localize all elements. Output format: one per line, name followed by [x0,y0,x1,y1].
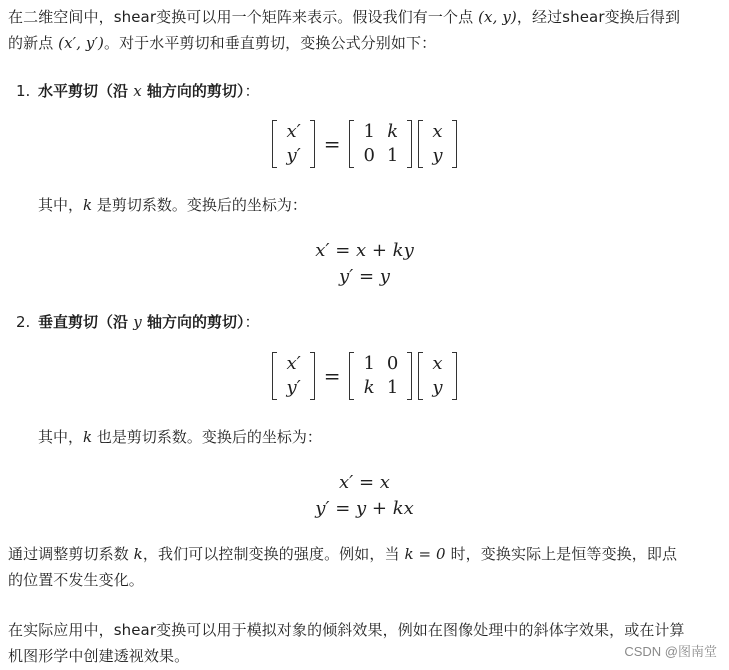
section1-matrix-rhs [418,120,456,168]
matrix-cell: x′ [286,353,301,374]
matrix-cell: 1 [363,353,375,374]
intro-line2-post: 。对于水平剪切和垂直剪切，变换公式分别如下： [103,34,437,52]
section2-title-colon: ： [244,313,260,331]
section1-note-post: 是剪切系数。变换后的坐标为： [92,196,307,214]
section2-number: 2. [16,313,31,331]
para3-line1-pre: 通过调整剪切系数 [8,545,134,563]
watermark: CSDN @图南堂 [624,644,717,659]
section2-matrix-equation [0,352,729,400]
section1-note-pre: 其中， [38,196,84,214]
matrix-cell: 0 [363,145,375,166]
matrix-cell: y [432,377,443,398]
matrix-cell: 1 [386,145,399,166]
section2-title-pre: 垂直剪切（沿 [38,313,134,331]
section2-eq2: y′ = y + kx [315,498,414,519]
section2-note [38,424,322,450]
para3-condition: k = 0 [404,545,446,563]
intro-point: (x, y) [478,8,517,26]
matrix-cell: k [363,377,375,398]
section1-title-var: x [133,82,142,100]
section1-title-post: 轴方向的剪切） [141,82,245,100]
section2-eq1: x′ = x [339,472,390,493]
para3-line1-mid: ，我们可以控制变换的强度。例如，当 [142,545,405,563]
section1-note-var: k [83,196,93,214]
para3-var-k: k [133,545,143,563]
section2-heading [16,309,259,335]
section1-matrix-lhs [272,120,314,168]
equals-sign: = [323,132,341,156]
section1-note [38,192,307,218]
intro-line1-post: ，经过shear变换后得到 [516,8,681,26]
matrix-cell: x′ [286,121,301,142]
intro-paragraph [8,4,718,56]
intro-line2-pre: 的新点 [8,34,59,52]
section2-note-post: 也是剪切系数。变换后的坐标为： [92,428,322,446]
section2-note-var: k [83,428,93,446]
matrix-cell: x [432,121,443,142]
matrix-cell: 1 [386,377,399,398]
matrix-cell: y′ [286,145,301,166]
section2-matrix-lhs [272,352,314,400]
section2-title-post: 轴方向的剪切） [141,313,245,331]
section1-equations [0,238,729,290]
matrix-cell: 1 [363,121,375,142]
section2-equations [0,470,729,522]
section1-title-colon: ： [244,82,260,100]
paragraph-control-strength [8,541,718,593]
section2-matrix-rhs [418,352,456,400]
section2-matrix-shear [349,352,412,400]
matrix-cell: x [432,353,443,374]
para4-line1: 在实际应用中，shear变换可以用于模拟对象的倾斜效果，例如在图像处理中的斜体字效果，或在计算 [8,621,685,639]
paragraph-applications [8,617,718,669]
matrix-cell: y [432,145,443,166]
section1-eq1: x′ = x + ky [315,240,414,261]
matrix-cell: k [387,121,399,142]
equals-sign: = [323,364,341,388]
section1-matrix-shear [349,120,412,168]
para4-line2: 机图形学中创建透视效果。 [8,647,190,665]
section1-heading [16,78,259,104]
matrix-cell: 0 [386,353,399,374]
matrix-cell: y′ [286,377,301,398]
intro-new-point: (x′, y′) [58,34,104,52]
section2-title-var: y [133,313,142,331]
section1-number: 1. [16,82,31,100]
section1-title-pre: 水平剪切（沿 [38,82,134,100]
para3-line1-post: 时，变换实际上是恒等变换，即点 [445,545,678,563]
section1-eq2: y′ = y [339,266,390,287]
intro-line1-pre: 在二维空间中，shear变换可以用一个矩阵来表示。假设我们有一个点 [8,8,479,26]
para3-line2: 的位置不发生变化。 [8,571,144,589]
section1-matrix-equation [0,120,729,168]
section2-note-pre: 其中， [38,428,84,446]
